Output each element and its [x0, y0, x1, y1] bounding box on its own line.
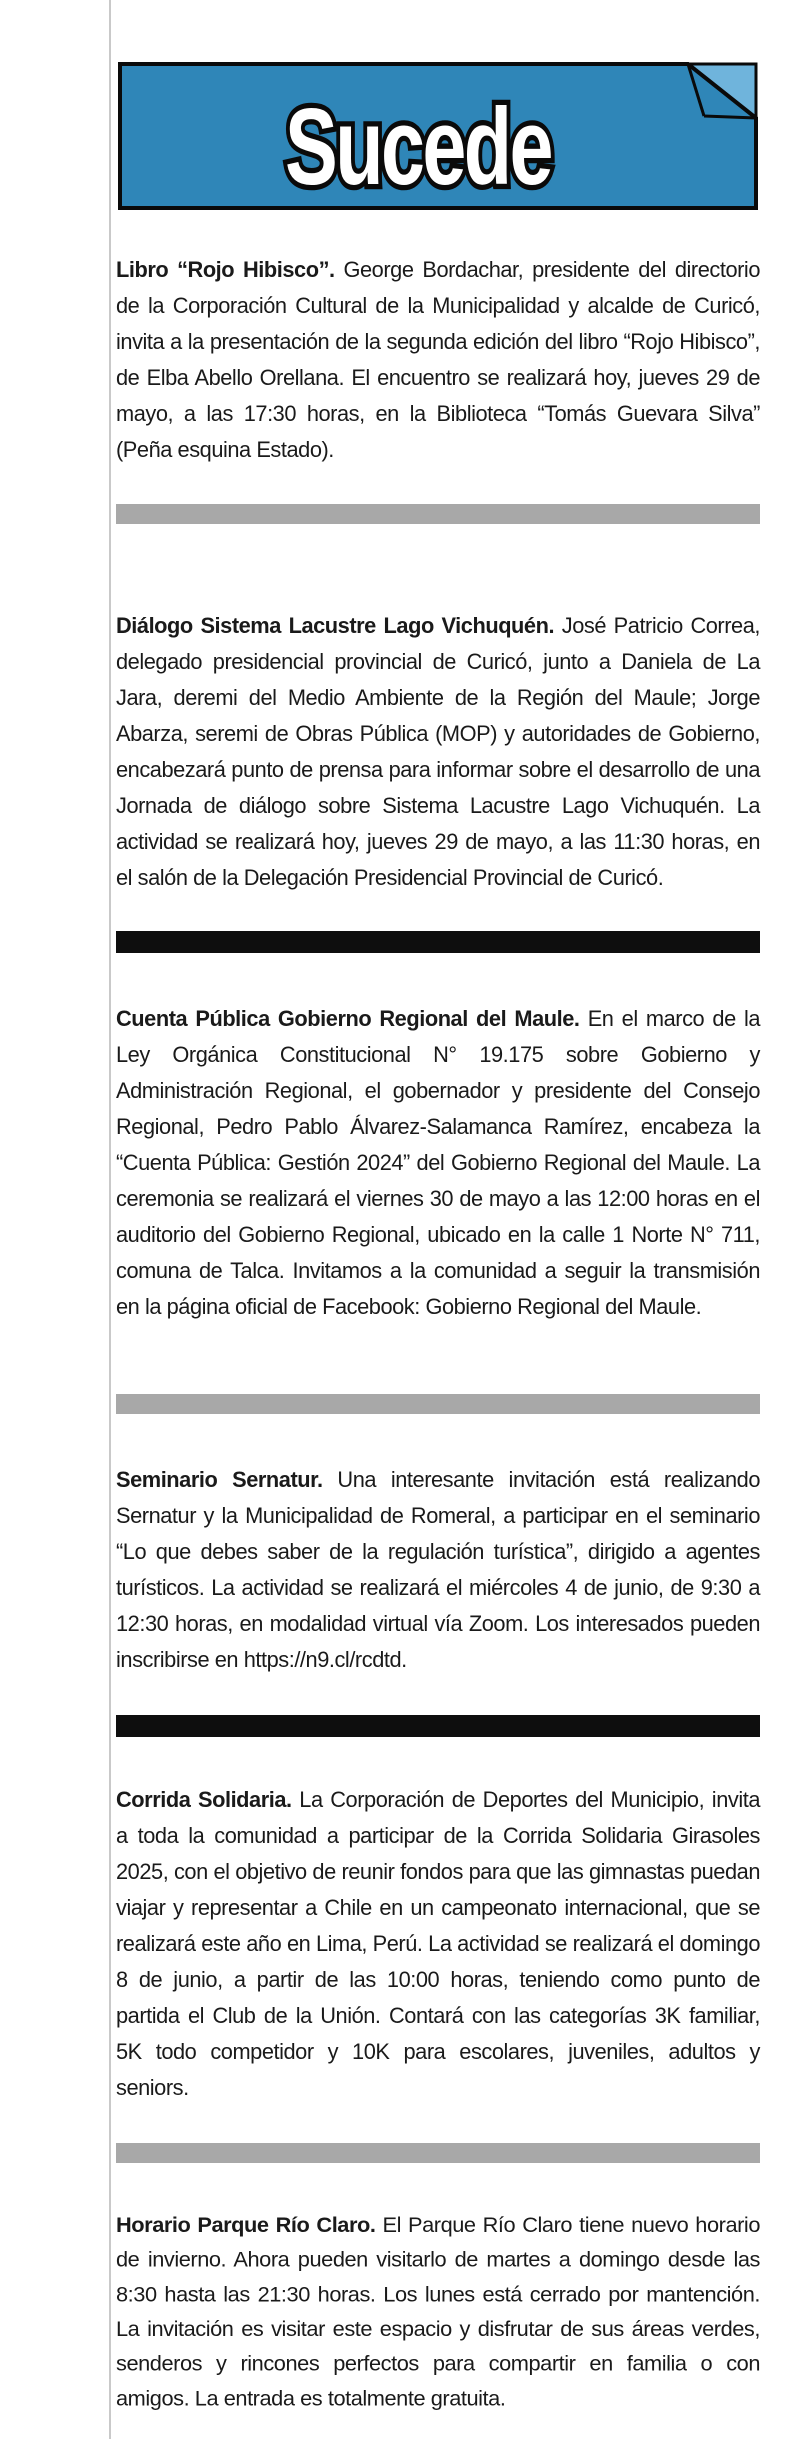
- article-body: El Parque Río Claro tiene nuevo horario de invierno. Ahora pueden visitarlo de martes a domingo desde las 8:30 hasta las 21:30 horas. Los lunes está cerrado por mantención. La invitación es visitar este espacio y disfrutar de sus áreas verdes, senderos y rincones perfectos para compartir en familia o con amigos. La entrada es totalmente gratuita.: [116, 2212, 760, 2411]
- banner-title: Sucede: [285, 86, 551, 209]
- article-dialogo-lago-vichuquen: [116, 608, 760, 896]
- article-title: Diálogo Sistema Lacustre Lago Vichuquén.: [116, 613, 555, 638]
- separator-black: [116, 931, 760, 953]
- separator-gray: [116, 1394, 760, 1414]
- separator-gray: [116, 2143, 760, 2163]
- separator-gray: [116, 504, 760, 524]
- column-rule: [109, 0, 111, 2439]
- banner-fold-line-2: [704, 116, 756, 118]
- separator-black: [116, 1715, 760, 1737]
- article-seminario-sernatur: [116, 1462, 760, 1678]
- article-title: Seminario Sernatur.: [116, 1467, 323, 1492]
- article-title: Cuenta Pública Gobierno Regional del Maule.: [116, 1006, 580, 1031]
- banner-graphic: [116, 58, 760, 218]
- section-banner: [116, 58, 760, 218]
- article-body: George Bordachar, presidente del directorio de la Corporación Cultural de la Municipalidad y alcalde de Curicó, invita a la presentación de la segunda edición del libro “Rojo Hibisco”, de Elba Abello Orellana. El encuentro se realizará hoy, jueves 29 de mayo, a las 17:30 horas, en la Biblioteca “Tomás Guevara Silva” (Peña esquina Estado).: [116, 257, 760, 462]
- article-title: Libro “Rojo Hibisco”.: [116, 257, 335, 282]
- article-corrida-solidaria: [116, 1782, 760, 2106]
- article-libro-rojo-hibisco: [116, 252, 760, 468]
- article-cuenta-publica-maule: [116, 1001, 760, 1325]
- article-body: En el marco de la Ley Orgánica Constitucional N° 19.175 sobre Gobierno y Administración Regional, el gobernador y presidente del Consejo Regional, Pedro Pablo Álvarez-Salamanca Ramírez, encabeza la “Cuenta Pública: Gestión 2024” del Gobierno Regional del Maule. La ceremonia se realizará el viernes 30 de mayo a las 12:00 horas en el auditorio del Gobierno Regional, ubicado en la calle 1 Norte N° 711, comuna de Talca. Invitamos a la comunidad a seguir la transmisión en la página oficial de Facebook: Gobierno Regional del Maule.: [116, 1006, 761, 1319]
- article-body: José Patricio Correa, delegado presidencial provincial de Curicó, junto a Daniela de La Jara, deremi del Medio Ambiente de la Región del Maule; Jorge Abarza, seremi de Obras Pública (MOP) y autoridades de Gobierno, encabezará punto de prensa para informar sobre el desarrollo de una Jornada de diálogo sobre Sistema Lacustre Lago Vichuquén. La actividad se realizará hoy, jueves 29 de mayo, a las 11:30 horas, en el salón de la Delegación Presidencial Provincial de Curicó.: [116, 613, 760, 890]
- article-body: La Corporación de Deportes del Municipio, invita a toda la comunidad a participar de la Corrida Solidaria Girasoles 2025, con el objetivo de reunir fondos para que las gimnastas puedan viajar y representar a Chile en un campeonato internacional, que se realizará este año en Lima, Perú. La actividad se realizará el domingo 8 de junio, a partir de las 10:00 horas, teniendo como punto de partida el Club de la Unión. Contará con las categorías 3K familiar, 5K todo competidor y 10K para escolares, juveniles, adultos y seniors.: [116, 1787, 760, 2100]
- article-horario-parque-rio-claro: [116, 2208, 760, 2416]
- article-body: Una interesante invitación está realizando Sernatur y la Municipalidad de Romeral, a participar en el seminario “Lo que debes saber de la regulación turística”, dirigido a agentes turísticos. La actividad se realizará el miércoles 4 de junio, de 9:30 a 12:30 horas, en modalidad virtual vía Zoom. Los interesados pueden inscribirse en https://n9.cl/rcdtd.: [116, 1467, 760, 1672]
- article-title: Corrida Solidaria.: [116, 1787, 292, 1812]
- article-title: Horario Parque Río Claro.: [116, 2212, 376, 2237]
